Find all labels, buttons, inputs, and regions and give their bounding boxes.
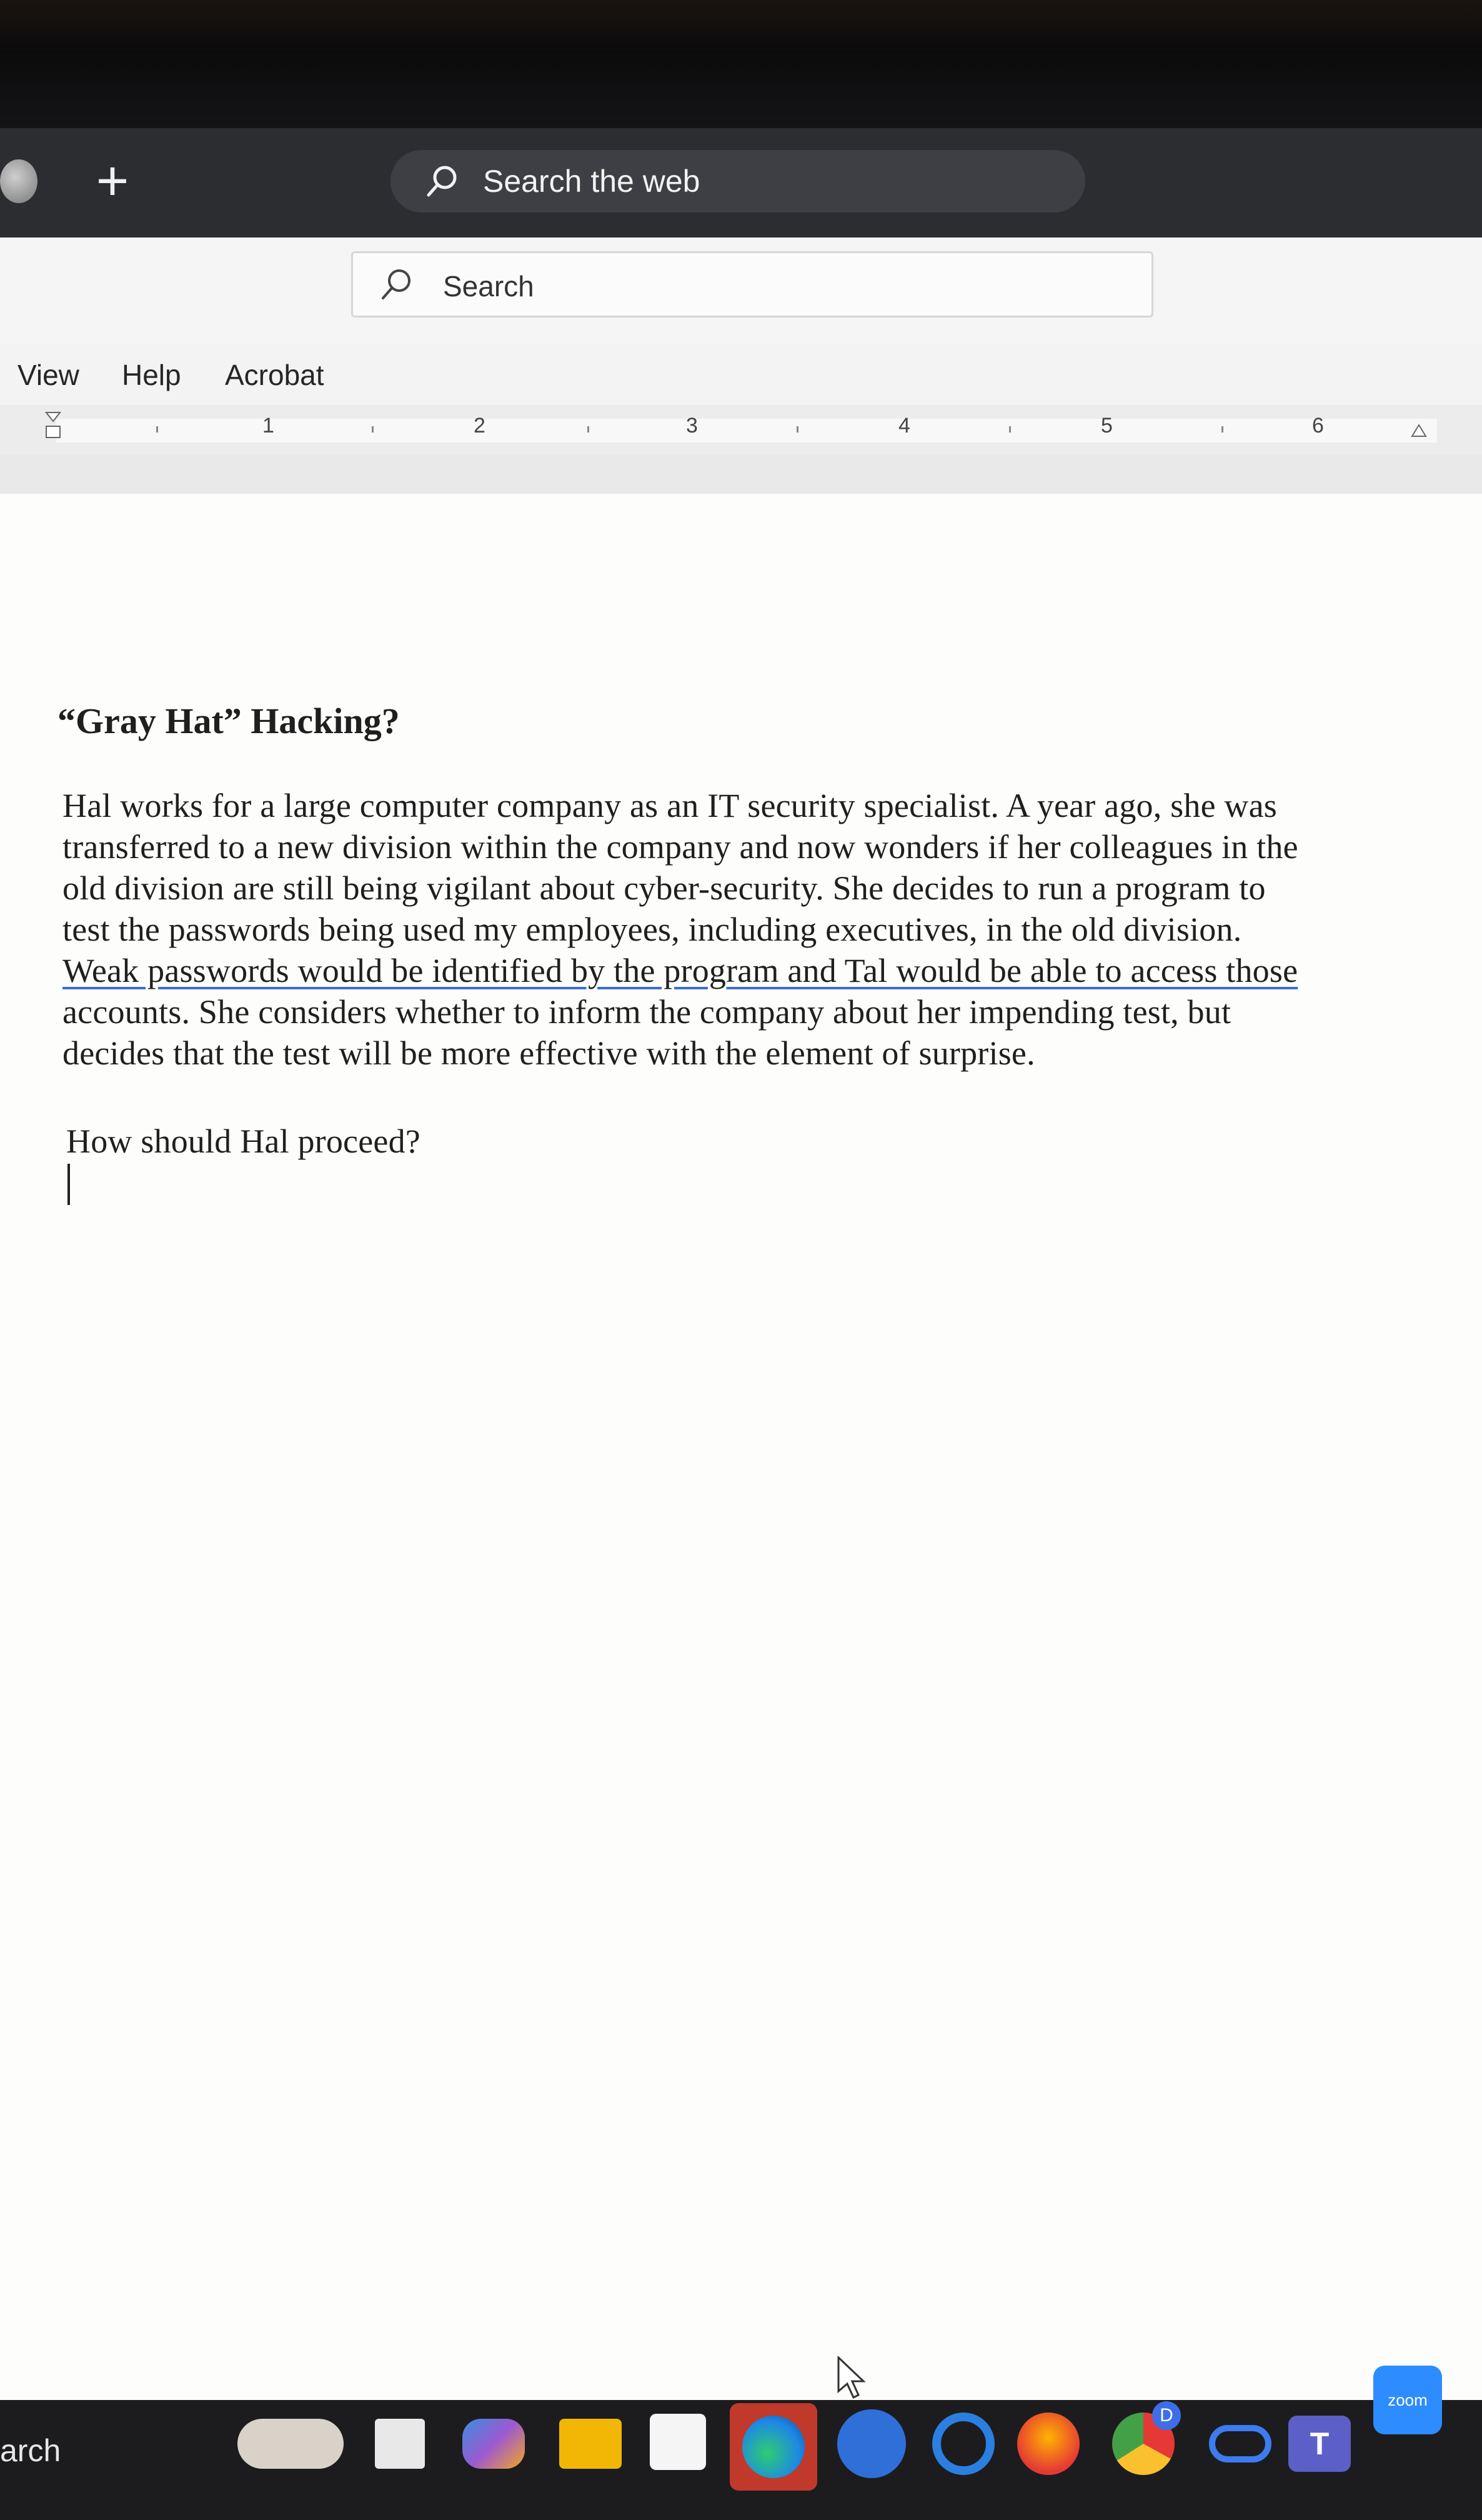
paragraph-line-6: accounts. She considers whether to inform the company about her impending test, but xyxy=(62,993,1231,1031)
mouse-pointer-icon xyxy=(836,2356,867,2400)
ruler-tick xyxy=(156,426,158,432)
question-line: How should Hal proceed? xyxy=(66,1122,420,1160)
microsoft-store-icon[interactable] xyxy=(650,2414,706,2470)
document-page[interactable] xyxy=(0,494,1482,2400)
chrome-profile-badge: D xyxy=(1152,2401,1181,2430)
word-search-box[interactable] xyxy=(351,251,1153,318)
document-title: “Gray Hat” Hacking? xyxy=(57,701,400,741)
ruler-tick xyxy=(797,426,798,432)
copilot-icon[interactable] xyxy=(462,2419,525,2469)
menu-view[interactable]: View xyxy=(17,359,79,391)
search-icon xyxy=(379,267,414,302)
horizontal-ruler[interactable] xyxy=(0,405,1482,456)
ruler-tick xyxy=(587,426,589,432)
paragraph-line-2: transferred to a new division within the company and now wonders if her colleagues in the xyxy=(62,828,1298,866)
search-icon xyxy=(425,164,460,199)
edge-logo xyxy=(742,2416,805,2478)
document-canvas-margin xyxy=(0,455,1482,494)
ruler-tick xyxy=(1221,426,1223,432)
task-view-icon[interactable] xyxy=(375,2419,425,2469)
left-indent-marker-icon[interactable] xyxy=(45,411,61,440)
taskbar-search-label[interactable]: arch xyxy=(0,2433,61,2468)
firefox-icon[interactable] xyxy=(1017,2412,1080,2475)
chrome-icon[interactable] xyxy=(1112,2405,1175,2475)
paragraph-line-5: Weak passwords would be identified by the program and Tal would be able to access those xyxy=(62,952,1298,989)
ruler-number-6: 6 xyxy=(1312,414,1324,438)
paragraph-line-3: old division are still being vigilant about cyber-security. She decides to run a program to xyxy=(62,869,1266,907)
menu-acrobat[interactable]: Acrobat xyxy=(225,359,324,391)
meta-icon[interactable] xyxy=(1209,2425,1271,2462)
zoom-icon[interactable]: zoom xyxy=(1373,2366,1442,2434)
ruler-number-1: 1 xyxy=(262,414,274,438)
menu-help[interactable]: Help xyxy=(122,359,181,391)
new-tab-button[interactable]: + xyxy=(96,150,129,212)
teams-icon[interactable]: T xyxy=(1288,2416,1351,2472)
ruler-number-3: 3 xyxy=(686,414,698,438)
ruler-tick xyxy=(372,426,374,432)
ruler-number-5: 5 xyxy=(1101,414,1113,438)
edge-icon[interactable] xyxy=(730,2403,817,2491)
ruler-tick xyxy=(1009,426,1011,432)
paragraph-line-7: decides that the test will be more effective with the element of surprise. xyxy=(62,1034,1035,1072)
ruler-number-2: 2 xyxy=(474,414,485,438)
text-cursor xyxy=(67,1164,70,1205)
word-search-placeholder: Search xyxy=(443,270,534,302)
web-search-placeholder: Search the web xyxy=(483,164,700,199)
right-indent-marker-icon[interactable] xyxy=(1411,411,1427,440)
help-icon[interactable] xyxy=(837,2409,906,2478)
paragraph-line-1: Hal works for a large computer company as an IT security specialist. A year ago, she was xyxy=(62,787,1278,824)
web-search-box[interactable] xyxy=(390,150,1085,212)
browser-profile-icon[interactable] xyxy=(0,159,37,203)
cortana-icon[interactable] xyxy=(932,2412,995,2475)
paragraph-line-4: test the passwords being used my employees, including executives, in the old division. xyxy=(62,911,1242,948)
widgets-icon[interactable] xyxy=(237,2419,344,2469)
screen-bezel xyxy=(0,0,1482,128)
ruler-number-4: 4 xyxy=(898,414,910,438)
file-explorer-icon[interactable] xyxy=(559,2419,622,2469)
